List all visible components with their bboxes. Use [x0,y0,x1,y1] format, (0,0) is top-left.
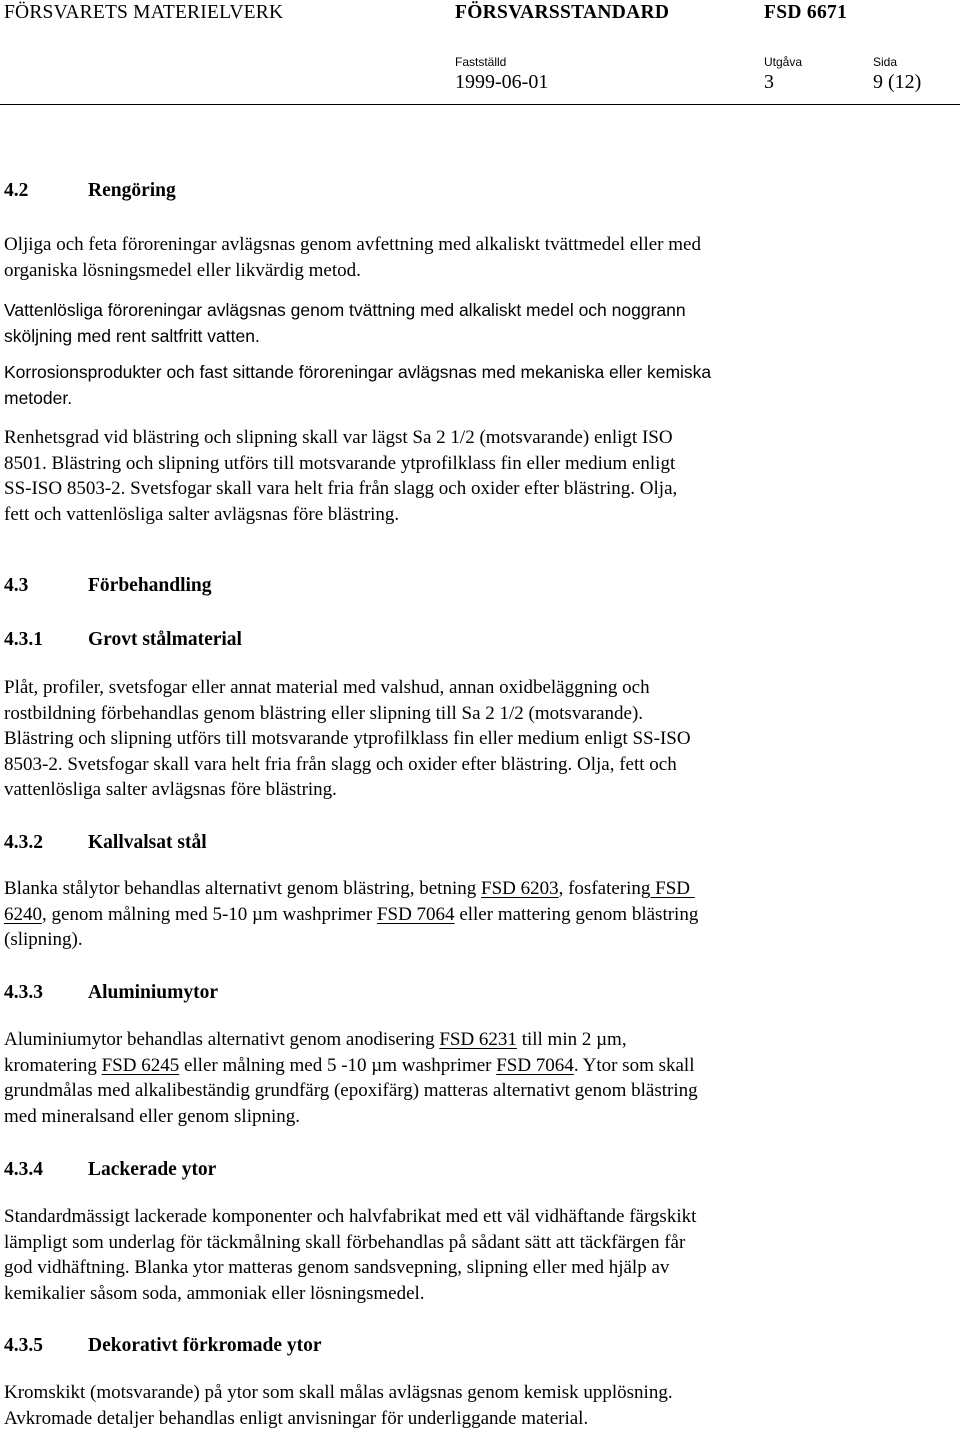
paragraph: Vattenlösliga föroreningar avlägsnas genom tvättning med alkaliskt medel och noggrann sköljning med rent saltfritt vatten. [4,300,686,346]
section-number: 4.3 [4,575,29,596]
text-run: kromatering [4,1054,102,1076]
page-label: Sida [873,55,898,69]
document-type: FÖRSVARSSTANDARD [455,2,670,23]
paragraph: Renhetsgrad vid blästring och slipning skall var lägst Sa 2 1/2 (motsvarande) enligt ISO 8501. Blästring och slipning utförs till motsvarande ytprofilklass fin eller medium enligt SS-ISO 8503-2. Svetsfogar skall vara helt fria från slagg och oxider efter blästring. Olja, fett och vattenlösliga salter avlägsnas före blästring. [4,427,678,525]
standard-reference-link[interactable]: FSD 6231 [439,1029,517,1050]
section-title: Grovt stålmaterial [88,629,242,650]
section-number: 4.2 [4,180,29,201]
text-run: Blanka stålytor behandlas alternativt genom blästring, betning [4,878,481,899]
standard-reference-link[interactable]: FSD 7064 [376,903,455,925]
section-number: 4.3.1 [4,629,43,650]
text-run: grundmålas med alkalibeständig grundfärg (epoxifärg) matteras alternativt genom blästring med mineralsand eller genom slipning. [4,1080,698,1127]
text-run: , fosfatering [558,878,651,899]
text-run: (slipning). [4,929,83,950]
established-label: Fastställd [455,55,507,69]
paragraph: Standardmässigt lackerade komponenter och halvfabrikat med ett väl vidhäftande färgskikt lämpligt som underlag för täckmålning skall förbehandlas på sådant sätt att täckfärgen får god vidhäftning. Blanka ytor matteras genom sandsvepning, slipning eller med hjälp av kemikalier såsom soda, ammoniak eller lösningsmedel. [4,1206,697,1304]
paragraph: Korrosionsprodukter och fast sittande föroreningar avlägsnas med mekaniska eller kemiska metoder. [4,362,712,408]
paragraph [4,1027,954,1129]
section-number: 4.3.2 [4,832,43,853]
section-number: 4.3.4 [4,1159,43,1180]
standard-reference-link[interactable]: 6240 [4,903,42,925]
paragraph: Oljiga och feta föroreningar avlägsnas genom avfettning med alkaliskt tvättmedel eller med organiska lösningsmedel eller likvärdig metod. [4,234,701,281]
header-divider [0,104,960,105]
paragraph [4,876,954,953]
page-number: 9 (12) [873,71,922,93]
text-run: till min 2 µm, [516,1029,627,1050]
section-title: Rengöring [88,180,176,201]
text-run: eller mattering genom blästring [454,903,699,925]
section-title: Kallvalsat stål [88,832,207,853]
standard-reference-link[interactable]: FSD 6203 [481,878,559,899]
edition-label: Utgåva [764,55,803,69]
section-title: Förbehandling [88,575,212,596]
section-title: Aluminiumytor [88,982,219,1003]
section-title: Lackerade ytor [88,1159,217,1180]
section-number: 4.3.5 [4,1335,43,1356]
text-run: eller målning med 5 -10 µm washprimer [179,1054,497,1076]
text-run: , genom målning med 5-10 µm washprimer [42,903,377,925]
paragraph: Plåt, profiler, svetsfogar eller annat material med valshud, annan oxidbeläggning och rostbildning förbehandlas genom blästring eller slipning till Sa 2 1/2 (motsvarande). Blästring och slipning utförs till motsvarande ytprofilklass fin eller medium enligt SS-ISO 8503-2. Svetsfogar skall vara helt fria från slagg och oxider efter blästring. Olja, fett och vattenlösliga salter avlägsnas före blästring. [4,677,691,800]
standard-reference-link[interactable]: FSD 6245 [101,1054,180,1076]
standard-reference-link[interactable]: FSD [650,878,695,899]
paragraph: Kromskikt (motsvarande) på ytor som skall målas avlägsnas genom kemisk upplösning. Avkromade detaljer behandlas enligt anvisningar för underliggande material. [4,1382,673,1429]
section-number: 4.3.3 [4,982,43,1003]
organization-name: FÖRSVARETS MATERIELVERK [4,2,284,23]
text-run: Aluminiumytor behandlas alternativt genom anodisering [4,1029,440,1050]
text-run: . Ytor som skall [573,1054,695,1076]
section-title: Dekorativt förkromade ytor [88,1335,322,1356]
established-date: 1999-06-01 [455,71,549,93]
standard-reference-link[interactable]: FSD 7064 [496,1054,574,1076]
document-number: FSD 6671 [764,2,848,23]
edition-number: 3 [764,71,774,93]
